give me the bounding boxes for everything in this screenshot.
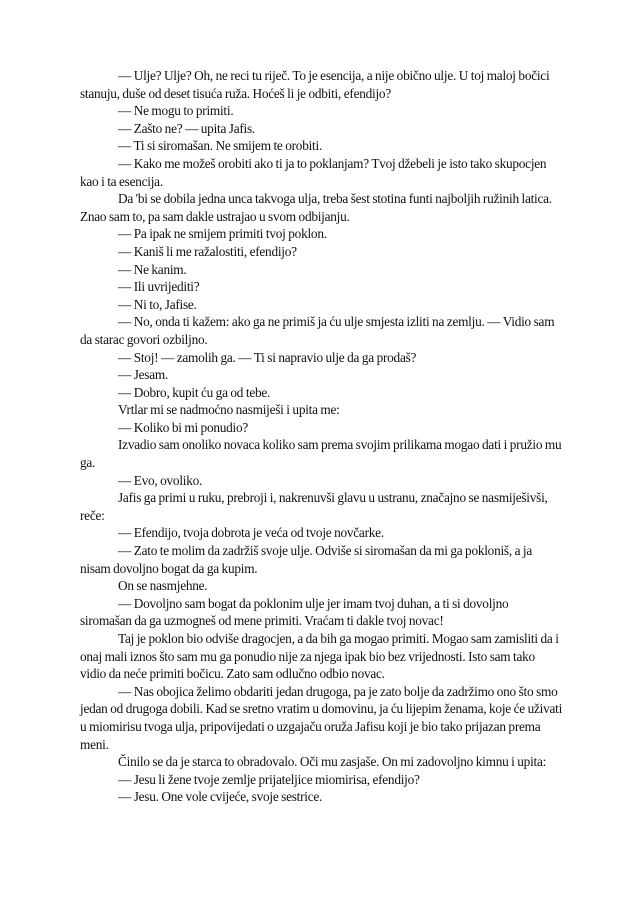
paragraph: Izvadio sam onoliko novaca koliko sam prema svojim prilikama mogao dati i pružio mu ga. (80, 437, 562, 471)
paragraph: Da 'bi se dobila jedna unca takvoga ulja, treba šest stotina funti najboljih ružinih latica. Znao sam to, pa sam dakle ustrajao u svom odbijanju. (80, 191, 552, 224)
paragraph: — Efendijo, tvoja dobrota je veća od tvoje novčarke. (118, 525, 384, 541)
paragraph: — Ulje? Ulje? Oh, ne reci tu riječ. To je esencija, a nije obično ulje. U toj maloj bočici stanuju, duše od deset tisuća ruža. Hoćeš li je odbiti, efendijo? (80, 68, 550, 101)
body-text (80, 67, 562, 806)
paragraph: — Zašto ne? — upita Jafis. (118, 120, 255, 136)
paragraph: — Kako me možeš orobiti ako ti ja to poklanjam? Tvoj džebeli je isto tako skupocjen kao i ta esencija. (80, 155, 547, 189)
paragraph: — Pa ipak ne smijem primiti tvoj poklon. (118, 226, 327, 242)
paragraph: — Stoj! — zamolih ga. — Ti si napravio ulje da ga prodaš? (118, 349, 417, 365)
paragraph: — No, onda ti kažem: ako ga ne primiš ja ću ulje smjesta izliti na zemlju. — Vidio sam da starac govori ozbiljno. (80, 314, 555, 347)
paragraph: — Evo, ovoliko. (118, 472, 203, 488)
paragraph: Taj je poklon bio odviše dragocjen, a da bih ga mogao primiti. Mogao sam zamisliti da i onaj mali iznos što sam mu ga ponudio nije za njega ipak bio bez vrijednosti. Isto sam tako vidio da neće primiti bočicu. Zato sam odlučno odbio novac. (80, 631, 559, 682)
paragraph: Jafis ga primi u ruku, prebroji i, nakrenuvši glavu u ustranu, značajno se nasmiješivši, reče: (80, 490, 548, 523)
paragraph: Vrtlar mi se nadmoćno nasmiješi i upita me: (118, 402, 340, 418)
paragraph: — Jesam. (118, 367, 169, 383)
paragraph: — Jesu. One vole cvijeće, svoje sestrice. (118, 789, 323, 805)
paragraph: On se nasmjehne. (118, 578, 208, 594)
paragraph: — Ne mogu to primiti. (118, 103, 234, 119)
paragraph: Činilo se da je starca to obradovalo. Oči mu zasjaše. On mi zadovoljno kimnu i upita: (118, 754, 547, 770)
paragraph: — Kaniš li me ražalostiti, efendijo? (118, 243, 297, 259)
paragraph: — Ti si siromašan. Ne smijem te orobiti. (118, 138, 323, 154)
paragraph: — Ne kanim. (118, 261, 187, 277)
paragraph: — Dovoljno sam bogat da poklonim ulje jer imam tvoj duhan, a ti si dovoljno siromašan da ga uzmogneš od mene primiti. Vraćam ti dakle tvoj novac! (80, 595, 509, 629)
paragraph: — Dobro, kupit ću ga od tebe. (118, 384, 271, 400)
paragraph: — Nas obojica želimo obdariti jedan drugoga, pa je zato bolje da zadržimo ono što smo jedan od drugoga dobili. Kad se sretno vratim u domovinu, ja ću lijepim ženama, koje će uživati u miomirisu tvoga ulja, pripovijedati o uzgajaču oruža Jafisu koji je bio tako prijazan prema meni. (80, 683, 563, 752)
paragraph: — Ni to, Jafise. (118, 296, 197, 312)
paragraph: — Zato te molim da zadržiš svoje ulje. Odviše si siromašan da mi ga pokloniš, a ja nisam dovoljno bogat da ga kupim. (80, 543, 533, 576)
paragraph: — Ili uvrijediti? (118, 279, 200, 295)
paragraph: — Koliko bi mi ponudio? (118, 419, 249, 435)
paragraph: — Jesu li žene tvoje zemlje prijateljice miomirisa, efendijo? (118, 771, 420, 787)
